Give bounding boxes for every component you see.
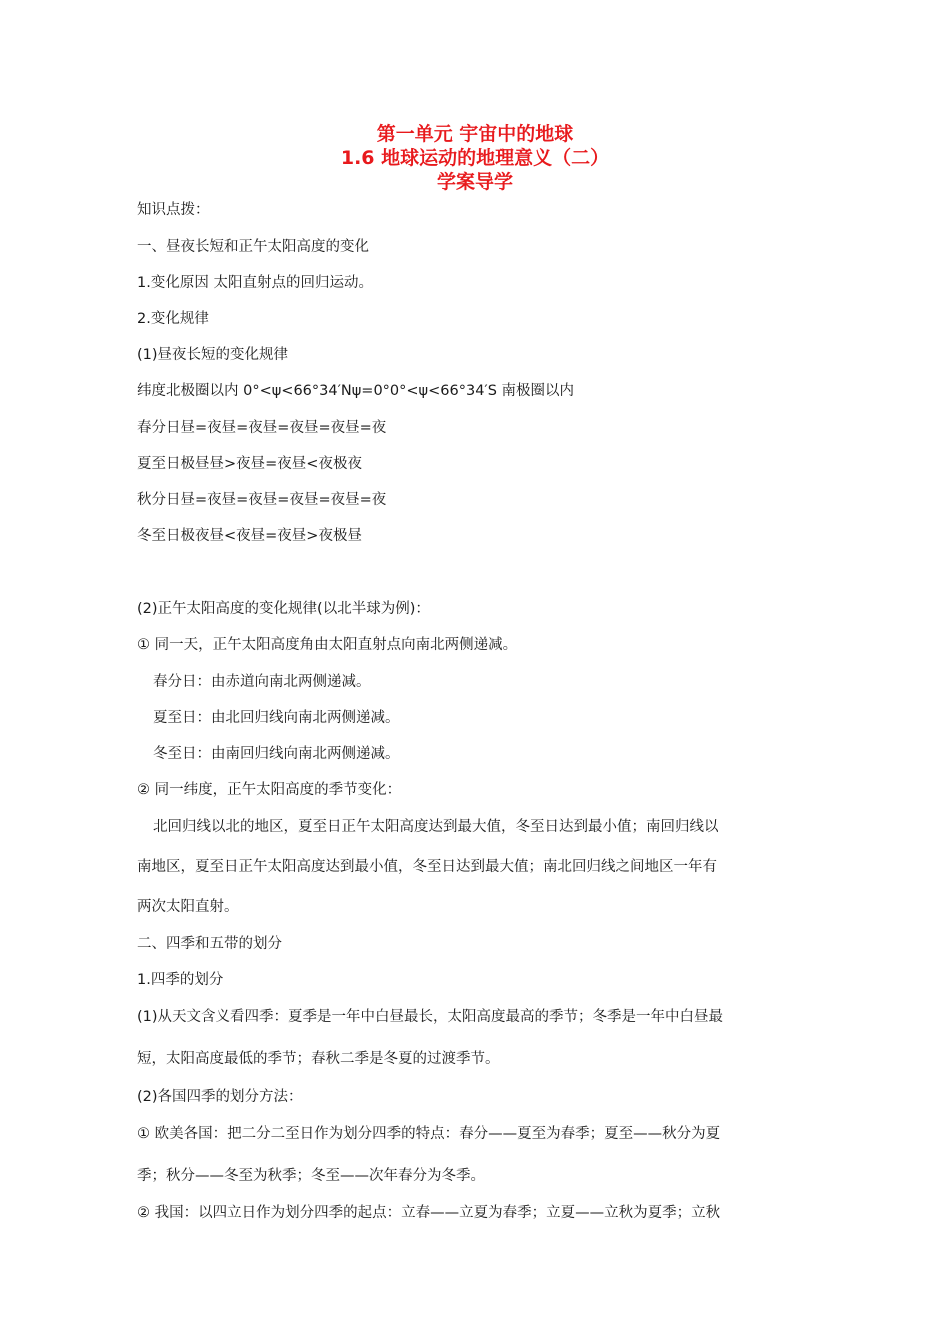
paragraph-tropics-line3: 两次太阳直射。 <box>137 899 239 915</box>
document-title <box>0 122 950 194</box>
paragraph-latitude-row: 纬度北极圈以内 0°<ψ<66°34′Nψ=0°0°<ψ<66°34′S 南极圈以内 <box>137 383 575 399</box>
paragraph-astronomical-line1: (1)从天文含义看四季：夏季是一年中白昼最长，太阳高度最高的季节；冬季是一年中白昼最 <box>137 1009 724 1025</box>
paragraph-cause: 1.变化原因 太阳直射点的回归运动。 <box>137 275 373 291</box>
paragraph-summer-solstice: 夏至日极昼昼>夜昼=夜昼<夜极夜 <box>137 456 362 472</box>
paragraph-china-line1: ② 我国：以四立日作为划分四季的起点：立春——立夏为春季；立夏——立秋为夏季；立秋 <box>137 1205 721 1221</box>
paragraph-tropics-line2: 南地区，夏至日正午太阳高度达到最小值，冬至日达到最大值；南北回归线之间地区一年有 <box>137 859 717 875</box>
paragraph-winter-day: 冬至日：由南回归线向南北两侧递减。 <box>153 746 400 762</box>
paragraph-rules: 2.变化规律 <box>137 311 209 327</box>
paragraph-spring-day: 春分日：由赤道向南北两侧递减。 <box>153 674 371 690</box>
section-heading-1: 一、昼夜长短和正午太阳高度的变化 <box>137 239 369 255</box>
title-subtitle: 学案导学 <box>436 171 513 193</box>
paragraph-astronomical-line2: 短，太阳高度最低的季节；春秋二季是冬夏的过渡季节。 <box>137 1051 500 1067</box>
paragraph-division-methods: (2)各国四季的划分方法： <box>137 1089 303 1105</box>
title-lesson: 1.6 地球运动的地理意义（二） <box>340 147 610 169</box>
paragraph-europe-line1: ① 欧美各国：把二分二至日作为划分四季的特点：春分——夏至为春季；夏至——秋分为夏 <box>137 1126 721 1142</box>
paragraph-autumn-equinox: 秋分日昼=夜昼=夜昼=夜昼=夜昼=夜 <box>137 492 387 508</box>
paragraph-noon-sun-rule: (2)正午太阳高度的变化规律(以北半球为例)： <box>137 601 430 617</box>
title-unit: 第一单元 宇宙中的地球 <box>376 123 574 145</box>
paragraph-knowledge-tips: 知识点拨： <box>137 202 210 218</box>
paragraph-spring-equinox: 春分日昼=夜昼=夜昼=夜昼=夜昼=夜 <box>137 420 387 436</box>
paragraph-europe-line2: 季；秋分——冬至为秋季；冬至——次年春分为冬季。 <box>137 1168 485 1184</box>
paragraph-winter-solstice: 冬至日极夜昼<夜昼=夜昼>夜极昼 <box>137 528 362 544</box>
paragraph-tropics-line1: 北回归线以北的地区，夏至日正午太阳高度达到最大值，冬至日达到最小值；南回归线以 <box>153 819 719 835</box>
paragraph-daylength-rule: (1)昼夜长短的变化规律 <box>137 347 289 363</box>
paragraph-four-seasons: 1.四季的划分 <box>137 972 224 988</box>
paragraph-summer-day: 夏至日：由北回归线向南北两侧递减。 <box>153 710 400 726</box>
section-heading-2: 二、四季和五带的划分 <box>137 936 282 952</box>
paragraph-same-latitude: ② 同一纬度，正午太阳高度的季节变化： <box>137 782 402 798</box>
paragraph-same-day: ① 同一天，正午太阳高度角由太阳直射点向南北两侧递减。 <box>137 637 518 653</box>
document-body <box>137 200 817 1223</box>
